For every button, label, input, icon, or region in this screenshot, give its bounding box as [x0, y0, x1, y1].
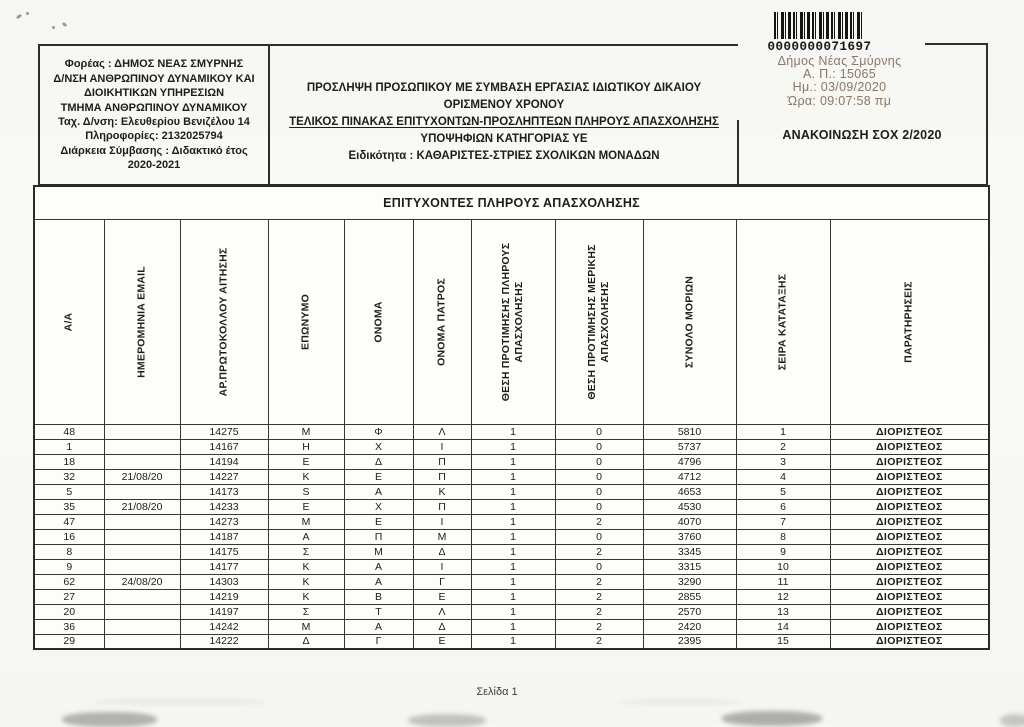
column-header [643, 219, 736, 424]
table-cell: 5 [34, 484, 104, 499]
table-row [34, 499, 989, 514]
table-cell: Κ [268, 469, 344, 484]
table-cell: 3345 [643, 544, 736, 559]
table-cell: 14187 [180, 529, 268, 544]
agency-line: Δ/ΝΣΗ ΑΝΘΡΩΠΙΝΟΥ ΔΥΝΑΜΙΚΟΥ ΚΑΙ [53, 72, 255, 85]
table-cell: 2 [555, 589, 643, 604]
table-cell: 1 [471, 619, 555, 634]
table-cell: Κ [268, 589, 344, 604]
column-header [736, 219, 830, 424]
table-cell [104, 424, 180, 439]
table-cell: 11 [736, 574, 830, 589]
table-cell: Μ [268, 424, 344, 439]
table-cell: 6 [736, 499, 830, 514]
table-cell: 1 [471, 424, 555, 439]
table-cell: 1 [471, 529, 555, 544]
notice-line: ΟΡΙΣΜΕΝΟΥ ΧΡΟΝΟΥ [443, 98, 565, 111]
table-cell: ΔΙΟΡΙΣΤΕΟΣ [830, 574, 989, 589]
table-cell: Η [268, 439, 344, 454]
table-cell: Π [413, 454, 471, 469]
table-cell: Κ [268, 559, 344, 574]
table-cell: 4712 [643, 469, 736, 484]
table-cell: 14303 [180, 574, 268, 589]
table-cell: Α [268, 529, 344, 544]
box-border-segment [925, 43, 988, 45]
table-cell: 2395 [643, 634, 736, 649]
table-cell: Χ [344, 439, 413, 454]
column-header-label: ΕΠΩΝΥΜΟ [299, 293, 312, 350]
table-cell: 2570 [643, 604, 736, 619]
table-cell: 4653 [643, 484, 736, 499]
table-cell: 1 [34, 439, 104, 454]
table-row [34, 604, 989, 619]
table-cell: 1 [471, 574, 555, 589]
table-cell: ΔΙΟΡΙΣΤΕΟΣ [830, 544, 989, 559]
table-cell: 20 [34, 604, 104, 619]
table-cell: 2 [555, 574, 643, 589]
barcode-icon [774, 12, 864, 39]
announcement-text: ΑΝΑΚΟΙΝΩΣΗ ΣΟΧ 2/2020 [782, 128, 942, 142]
pen-mark [62, 22, 68, 28]
stamp-text [742, 55, 937, 108]
table-cell: 3290 [643, 574, 736, 589]
stamp-date: Ημ.: 03/09/2020 [792, 80, 887, 95]
table-cell: Τ [344, 604, 413, 619]
table-cell: 21/08/20 [104, 499, 180, 514]
table-cell: 14197 [180, 604, 268, 619]
table-cell: 29 [34, 634, 104, 649]
table-cell: 1 [736, 424, 830, 439]
table-cell: ΔΙΟΡΙΣΤΕΟΣ [830, 439, 989, 454]
table-cell: 14233 [180, 499, 268, 514]
table-row [34, 514, 989, 529]
table-cell: 18 [34, 454, 104, 469]
table-cell: 12 [736, 589, 830, 604]
pen-mark [52, 26, 55, 29]
table-cell: 4070 [643, 514, 736, 529]
table-cell: 2855 [643, 589, 736, 604]
table-cell: Α [344, 574, 413, 589]
section-title: ΕΠΙΤΥΧΟΝΤΕΣ ΠΛΗΡΟΥΣ ΑΠΑΣΧΟΛΗΣΗΣ [34, 186, 989, 219]
table-cell: 14177 [180, 559, 268, 574]
table-cell: 3760 [643, 529, 736, 544]
table-cell: Π [413, 469, 471, 484]
table-cell: 3 [736, 454, 830, 469]
table-cell: 48 [34, 424, 104, 439]
table-cell: 10 [736, 559, 830, 574]
column-header [413, 219, 471, 424]
table-cell: Ι [413, 439, 471, 454]
table-cell: Ι [413, 559, 471, 574]
table-cell: 14194 [180, 454, 268, 469]
column-header-label: Α/Α [62, 312, 75, 331]
table-cell: Μ [268, 514, 344, 529]
table-cell: 1 [471, 559, 555, 574]
table-cell: 5737 [643, 439, 736, 454]
scan-smudge [620, 699, 740, 705]
scan-smudge [62, 712, 157, 727]
column-header-label: ΘΕΣΗ ΠΡΟΤΙΜΗΣΗΣ ΠΛΗΡΟΥΣ ΑΠΑΣΧΟΛΗΣΗΣ [499, 242, 525, 401]
column-header-label: ΟΝΟΜΑ [371, 300, 384, 343]
table-cell: Φ [344, 424, 413, 439]
table-row [34, 424, 989, 439]
table-cell: ΔΙΟΡΙΣΤΕΟΣ [830, 424, 989, 439]
table-cell: Ε [268, 454, 344, 469]
table-cell: 14 [736, 619, 830, 634]
table-cell: 1 [471, 439, 555, 454]
table-cell [104, 589, 180, 604]
table-cell: 1 [471, 469, 555, 484]
table-cell: 1 [471, 634, 555, 649]
table-cell: Λ [413, 424, 471, 439]
table-cell: ΔΙΟΡΙΣΤΕΟΣ [830, 559, 989, 574]
table-cell: Ε [344, 469, 413, 484]
column-header-label: ΣΥΝΟΛΟ ΜΟΡΙΩΝ [682, 275, 695, 368]
table-cell: 62 [34, 574, 104, 589]
column-header-label: ΟΝΟΜΑ ΠΑΤΡΟΣ [435, 277, 448, 366]
scan-smudge [1000, 714, 1024, 727]
table-row [34, 544, 989, 559]
table-cell: Λ [413, 604, 471, 619]
table-cell: 1 [471, 514, 555, 529]
table-cell: 1 [471, 499, 555, 514]
stamp-protocol-number: Α. Π.: 15065 [802, 67, 877, 82]
column-header [344, 219, 413, 424]
table-cell: Μ [344, 544, 413, 559]
table-cell: 13 [736, 604, 830, 619]
table-cell: ΔΙΟΡΙΣΤΕΟΣ [830, 529, 989, 544]
table-cell: 1 [471, 454, 555, 469]
table-cell: 8 [34, 544, 104, 559]
column-header [555, 219, 643, 424]
table-cell: 14222 [180, 634, 268, 649]
column-header [830, 219, 989, 424]
column-header-label: ΠΑΡΑΤΗΡΗΣΕΙΣ [902, 280, 915, 363]
pen-mark [16, 14, 23, 20]
barcode-number: 0000000071697 [767, 40, 872, 54]
table-cell: Δ [413, 544, 471, 559]
table-cell: 2 [555, 514, 643, 529]
table-cell: 14275 [180, 424, 268, 439]
table-cell: Α [344, 484, 413, 499]
table-cell: Σ [268, 544, 344, 559]
table-cell: Β [344, 589, 413, 604]
table-cell: 4796 [643, 454, 736, 469]
table-cell: 2 [555, 544, 643, 559]
table-cell: 0 [555, 454, 643, 469]
agency-line: Πληροφορίες: 2132025794 [85, 130, 223, 143]
table-cell: 14175 [180, 544, 268, 559]
table-cell: 2 [555, 604, 643, 619]
table-cell: 14227 [180, 469, 268, 484]
column-header [268, 219, 344, 424]
table-cell: 16 [34, 529, 104, 544]
table-cell: 2 [555, 619, 643, 634]
agency-line: 2020-2021 [127, 159, 181, 172]
table-row [34, 529, 989, 544]
table-cell: Δ [344, 454, 413, 469]
table-cell: 8 [736, 529, 830, 544]
table-row [34, 484, 989, 499]
table-cell: Μ [268, 619, 344, 634]
table-cell: 0 [555, 439, 643, 454]
table-cell: Ε [344, 514, 413, 529]
table-cell [104, 484, 180, 499]
table-cell: ΔΙΟΡΙΣΤΕΟΣ [830, 604, 989, 619]
table-row [34, 559, 989, 574]
column-header-label: ΘΕΣΗ ΠΡΟΤΙΜΗΣΗΣ ΜΕΡΙΚΗΣ ΑΠΑΣΧΟΛΗΣΗΣ [585, 243, 611, 400]
table-cell: 2 [555, 634, 643, 649]
table-cell: 32 [34, 469, 104, 484]
table-cell: ΔΙΟΡΙΣΤΕΟΣ [830, 619, 989, 634]
table-cell: ΔΙΟΡΙΣΤΕΟΣ [830, 634, 989, 649]
table-cell [104, 604, 180, 619]
table-cell [104, 439, 180, 454]
agency-line: Ταχ. Δ/νση: Ελευθερίου Βενιζέλου 14 [58, 116, 250, 128]
table-cell: 14273 [180, 514, 268, 529]
column-header-label: ΣΕΙΡΑ ΚΑΤΑΤΑΞΗΣ [776, 273, 789, 370]
scan-smudge [408, 714, 486, 727]
table-cell: ΔΙΟΡΙΣΤΕΟΣ [830, 454, 989, 469]
table-cell: Ε [413, 589, 471, 604]
table-cell: Χ [344, 499, 413, 514]
table-cell: 7 [736, 514, 830, 529]
table-cell: Κ [413, 484, 471, 499]
table-header-row [34, 219, 989, 424]
table-cell [104, 514, 180, 529]
table-cell: ΔΙΟΡΙΣΤΕΟΣ [830, 484, 989, 499]
table-cell: 14242 [180, 619, 268, 634]
table-cell: 24/08/20 [104, 574, 180, 589]
table-cell: Ι [413, 514, 471, 529]
agency-info-box [40, 46, 270, 184]
table-cell: Α [344, 559, 413, 574]
table-cell: 5 [736, 484, 830, 499]
table-cell: 1 [471, 589, 555, 604]
table-cell: Γ [344, 634, 413, 649]
table-cell: 14173 [180, 484, 268, 499]
header-box [38, 44, 738, 186]
table-row [34, 574, 989, 589]
table-cell: Γ [413, 574, 471, 589]
agency-line: ΔΙΟΙΚΗΤΙΚΩΝ ΥΠΗΡΕΣΙΩΝ [83, 87, 225, 100]
stamp-municipality: Δήμος Νέας Σμύρνης [777, 54, 902, 68]
table-cell: 15 [736, 634, 830, 649]
notice-line-underlined: ΤΕΛΙΚΟΣ ΠΙΝΑΚΑΣ ΕΠΙΤΥΧΟΝΤΩΝ-ΠΡΟΣΛΗΠΤΕΩΝ ΠΛΗΡΟΥΣ ΑΠΑΣΧΟΛΗΣΗΣ [289, 115, 719, 128]
notice-line: ΥΠΟΨΗΦΙΩΝ ΚΑΤΗΓΟΡΙΑΣ ΥΕ [420, 132, 588, 145]
table-cell: 2 [736, 439, 830, 454]
table-cell: 4 [736, 469, 830, 484]
table-cell: 36 [34, 619, 104, 634]
table-cell: 0 [555, 499, 643, 514]
table-cell: 14167 [180, 439, 268, 454]
table-cell: 0 [555, 529, 643, 544]
column-header [180, 219, 268, 424]
column-header [104, 219, 180, 424]
table-cell: Π [344, 529, 413, 544]
table-cell: Μ [413, 529, 471, 544]
table-cell: 0 [555, 469, 643, 484]
table-cell: Σ [268, 604, 344, 619]
table-cell: Α [344, 619, 413, 634]
table-row [34, 454, 989, 469]
agency-line: ΤΜΗΜΑ ΑΝΘΡΩΠΙΝΟΥ ΔΥΝΑΜΙΚΟΥ [60, 101, 248, 114]
column-header [471, 219, 555, 424]
table-cell [104, 529, 180, 544]
notice-line: ΠΡΟΣΛΗΨΗ ΠΡΟΣΩΠΙΚΟΥ ΜΕ ΣΥΜΒΑΣΗ ΕΡΓΑΣΙΑΣ ΙΔΙΩΤΙΚΟΥ ΔΙΚΑΙΟΥ [306, 81, 702, 94]
table-cell: S [268, 484, 344, 499]
table-cell [104, 454, 180, 469]
column-header [34, 219, 104, 424]
table-cell [104, 619, 180, 634]
table-cell: 2420 [643, 619, 736, 634]
agency-line: Διάρκεια Σύμβασης : Διδακτικό έτος [60, 144, 248, 157]
table-row [34, 634, 989, 649]
stamp-time: Ώρα: 09:07:58 πμ [787, 93, 892, 108]
table-cell: 0 [555, 424, 643, 439]
table-cell: 0 [555, 484, 643, 499]
table-cell [104, 559, 180, 574]
table-cell: Δ [268, 634, 344, 649]
table-cell [104, 634, 180, 649]
table-row [34, 469, 989, 484]
table-cell: Κ [268, 574, 344, 589]
table-cell: 27 [34, 589, 104, 604]
column-header-label: ΑΡ.ΠΡΩΤΟΚΟΛΛΟΥ ΑΙΤΗΣΗΣ [217, 247, 230, 396]
table-cell: ΔΙΟΡΙΣΤΕΟΣ [830, 499, 989, 514]
agency-line: Φορέας : ΔΗΜΟΣ ΝΕΑΣ ΣΜΥΡΝΗΣ [64, 58, 244, 71]
table-cell: ΔΙΟΡΙΣΤΕΟΣ [830, 589, 989, 604]
table-cell: Ε [268, 499, 344, 514]
column-header-label: ΗΜΕΡΟΜΗΝΙΑ EMAIL [135, 265, 148, 378]
notice-line: Ειδικότητα : ΚΑΘΑΡΙΣΤΕΣ-ΣΤΡΙΕΣ ΣΧΟΛΙΚΩΝ ΜΟΝΑΔΩΝ [348, 149, 660, 162]
box-border-segment [737, 120, 739, 186]
table-cell: 14219 [180, 589, 268, 604]
table-cell: 9 [34, 559, 104, 574]
table-cell: 1 [471, 484, 555, 499]
table-cell: 5810 [643, 424, 736, 439]
table-cell: 35 [34, 499, 104, 514]
table-cell [104, 544, 180, 559]
table-row [34, 439, 989, 454]
notice-title-box [270, 46, 738, 184]
table-cell: ΔΙΟΡΙΣΤΕΟΣ [830, 514, 989, 529]
table-cell: Ε [413, 634, 471, 649]
pen-mark [26, 12, 29, 15]
table-cell: 1 [471, 604, 555, 619]
table-cell: Π [413, 499, 471, 514]
table-cell: 4530 [643, 499, 736, 514]
table-cell: 1 [471, 544, 555, 559]
table-cell: ΔΙΟΡΙΣΤΕΟΣ [830, 469, 989, 484]
table-cell: Δ [413, 619, 471, 634]
table-cell: 47 [34, 514, 104, 529]
table-cell: 0 [555, 559, 643, 574]
table-row [34, 619, 989, 634]
table-row [34, 589, 989, 604]
table-cell: 21/08/20 [104, 469, 180, 484]
results-table [33, 185, 990, 650]
table-cell: 9 [736, 544, 830, 559]
section-title-row [34, 186, 989, 219]
table-cell: 3315 [643, 559, 736, 574]
scan-smudge [95, 699, 265, 705]
page-number: Σελίδα 1 [476, 686, 518, 698]
